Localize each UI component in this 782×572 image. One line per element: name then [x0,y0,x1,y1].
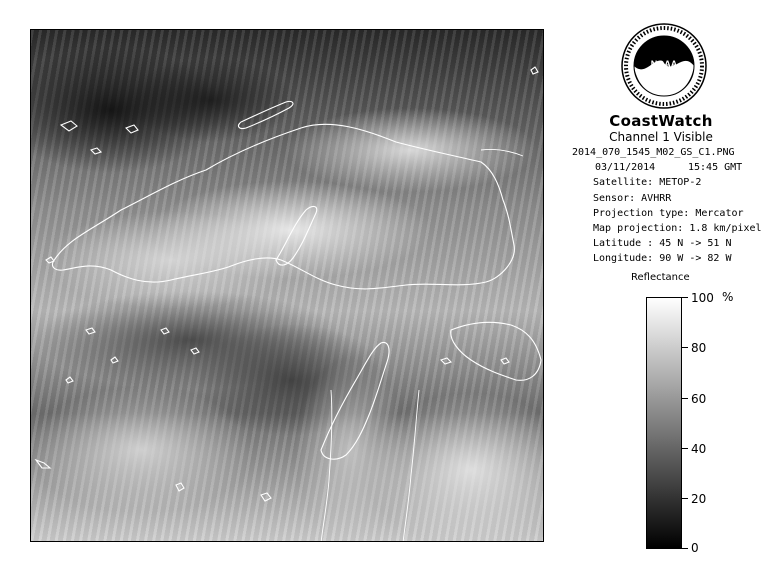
reflectance-label: Reflectance [631,272,690,283]
colorbar-tick-label: 0 [691,541,699,555]
map-projection-text: Map projection: 1.8 km/pixel [593,223,762,234]
reflectance-unit: % [722,290,734,304]
keweenaw-outline [276,206,317,265]
noaa-logo [621,23,707,109]
colorbar-tick [682,448,688,449]
latitude-text: Latitude : 45 N -> 51 N [593,238,732,249]
colorbar-tick-label: 40 [691,442,707,456]
colorbar-tick-label: 60 [691,392,707,406]
channel-subtitle: Channel 1 Visible [609,130,713,144]
coastline-overlay [31,30,544,542]
longitude-text: Longitude: 90 W -> 82 W [593,253,732,264]
projection-type-text: Projection type: Mercator [593,208,744,219]
colorbar-tick-label: 80 [691,341,707,355]
colorbar-tick-label: 20 [691,492,707,506]
noaa-logo-icon [621,23,707,109]
satellite-text: Satellite: METOP-2 [593,177,702,188]
isle-royale-outline [239,101,293,128]
colorbar-tick [682,347,688,348]
lake-huron-outline [451,322,541,380]
border-line [481,149,523,156]
time-text: 15:45 GMT [688,162,743,173]
noaa-logo-text: NOAA [650,59,678,69]
sensor-text: Sensor: AVHRR [593,193,672,204]
app-title: CoastWatch [609,112,713,130]
lake-superior-outline [52,124,514,289]
colorbar-tick [682,498,688,499]
satellite-image [30,29,544,542]
reflectance-colorbar [646,297,682,549]
colorbar-tick [682,398,688,399]
colorbar-tick [682,297,688,298]
border-line [321,390,332,542]
filename-text: 2014_070_1545_M02_GS_C1.PNG [572,147,735,158]
colorbar-tick [682,548,688,549]
colorbar-tick-label: 100 [691,291,714,305]
border-line [403,390,419,542]
date-text: 03/11/2014 [595,162,656,173]
